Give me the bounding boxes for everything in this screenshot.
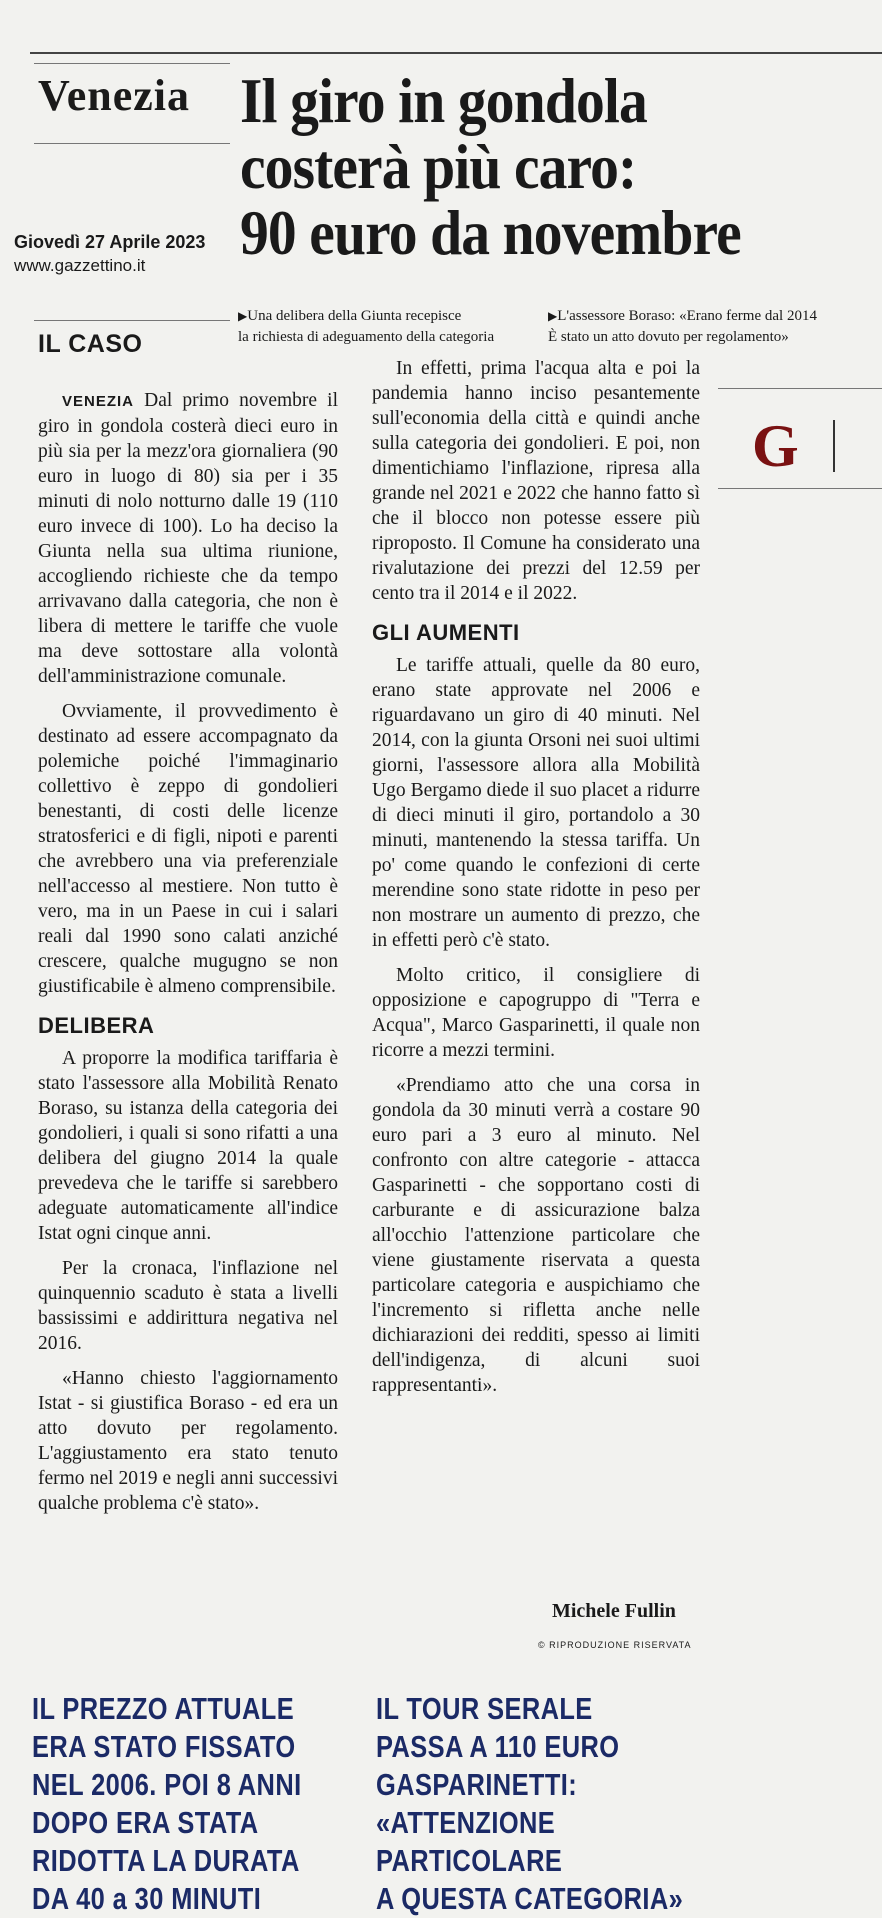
kicker-delibera: DELIBERA — [38, 1013, 155, 1038]
pull-left-line-4: DOPO ERA STATA — [32, 1805, 259, 1840]
pull-right-line-5: PARTICOLARE — [376, 1843, 563, 1878]
article-column-1 — [38, 388, 338, 1526]
logo-rule-bottom — [718, 488, 882, 489]
col2-paragraph-1: In effetti, prima l'acqua alta e poi la pandemia hanno inciso pesantemente sull'economia della città e quindi anche sulla categoria dei gondolieri. E poi, non dimentichiamo l'inflazione, ripresa alla grande nel 2021 e 2022 che hanno fatto sì che il blocco non potesse essere più riproposto. Il Comune ha considerato una rivalutazione dei prezzi del 12.59 per cento tra il 2014 e il 2022. — [372, 358, 700, 604]
headline — [240, 65, 798, 268]
article-lead: VENEZIA — [62, 393, 135, 410]
subhead-right-line-1: L'assessore Boraso: «Erano ferme dal 2014 — [557, 308, 817, 324]
subhead-left-line-1: Una delibera della Giunta recepisce — [247, 308, 462, 324]
col1-paragraph-5: «Hanno chiesto l'aggiornamento Istat - si giustifica Boraso - ed era un atto dovuto per regolamento. L'aggiustamento era stato tenuto fermo nel 2019 e negli anni successivi qualche problema c'è stato». — [38, 1368, 338, 1514]
col2-paragraph-2: Le tariffe attuali, quelle da 80 euro, erano state approvate nel 2006 e riguardavano un giro di 40 minuti. Nel 2014, con la giunta Orsoni nei suoi ultimi giorni, l'assessore allora alla Mobilità Ugo Bergamo diede il suo placet a ridurre di dieci minuti il giro, portandolo a 30 minuti, mantenendo la stessa tariffa. Un po' come quando le confezioni di certe merendine sono state ridotte in peso per non mostrare un aumento di prezzo, che in effetti però c'è stato. — [372, 655, 700, 951]
col1-paragraph-3: A proporre la modifica tariffaria è stato l'assessore alla Mobilità Renato Boraso, su istanza della categoria dei gondolieri, i quali si sono rifatti a una delibera del giugno 2014 la quale prevedeva che le tariffe si sarebbero adeguate automaticamente all'indice Istat ogni cinque anni. — [38, 1048, 338, 1244]
arrow-icon: ▶ — [548, 309, 558, 323]
pull-left-line-3: NEL 2006. POI 8 ANNI — [32, 1767, 302, 1802]
website-link[interactable]: www.gazzettino.it — [14, 256, 146, 275]
author-byline: Michele Fullin — [552, 1600, 676, 1622]
pull-left-line-6: DA 40 a 30 MINUTI — [32, 1881, 262, 1916]
pull-right-line-6: A QUESTA CATEGORIA» — [376, 1881, 684, 1916]
col1-paragraph-1: Dal primo novembre il giro in gondola costerà dieci euro in più sia per la mezz'ora giornaliera (90 euro in luogo di 80) sia per i 35 minuti di nolo notturno dalle 19 (110 euro invece di 100). Lo ha deciso la Giunta nella sua ultima riunione, accogliendo richieste che da tempo arrivavano dalla categoria, che non è libera di mettere le tariffe che vuole ma deve sottostare alla volontà dell'amministrazione comunale. — [38, 390, 338, 687]
col1-paragraph-4: Per la cronaca, l'inflazione nel quinquennio scaduto è stata a livelli bassissimi e addirittura negativa nel 2016. — [38, 1258, 338, 1354]
headline-line-1: Il giro in gondola — [240, 65, 647, 136]
headline-line-2: costerà più caro: — [240, 131, 637, 202]
logo-divider — [833, 420, 835, 472]
section-label: Venezia — [38, 71, 191, 120]
headline-line-3: 90 euro da novembre — [240, 197, 741, 268]
pull-right-line-4: «ATTENZIONE — [376, 1805, 556, 1840]
gazzettino-logo: G — [752, 413, 799, 479]
subhead-right-line-2: È stato un atto dovuto per regolamento» — [548, 329, 789, 345]
subhead-right — [548, 306, 868, 348]
subhead-left — [238, 306, 558, 348]
subhead-left-line-2: la richiesta di adeguamento della categoria — [238, 329, 495, 345]
col1-paragraph-2: Ovviamente, il provvedimento è destinato ad essere accompagnato da polemiche poiché l'immaginario collettivo è zeppo di gondolieri benestanti, di costi delle licenze stratosferici e di figli, nipoti e parenti che avrebbero una via preferenziale nell'accesso al mestiere. Non tutto è vero, ma in un Paese in cui i salari reali dal 1990 sono calati anziché crescere, qualche mugugno se non giustificabile è almeno comprensibile. — [38, 701, 338, 997]
col2-paragraph-3: Molto critico, il consigliere di opposizione e capogruppo di "Terra e Acqua", Marco Gasparinetti, il quale non ricorre a mezzi termini. — [372, 965, 700, 1061]
pull-right-line-1: IL TOUR SERALE — [376, 1691, 593, 1726]
kicker-aumenti: GLI AUMENTI — [372, 620, 520, 645]
arrow-icon: ▶ — [238, 309, 248, 323]
col2-paragraph-4: «Prendiamo atto che una corsa in gondola da 30 minuti verrà a costare 90 euro pari a 3 euro al minuto. Nel confronto con altre categorie - attacca Gasparinetti - che sopportano costi di carburante e di assicurazione balza all'occhio l'attenzione particolare che viene giustamente riservata a questa particolare categoria e auspichiamo che l'incremento si rifletta anche nelle dichiarazioni dei redditi, spesso ai limiti dell'indigenza, di alcuni suoi rappresentanti». — [372, 1075, 700, 1396]
pull-left-line-1: IL PREZZO ATTUALE — [32, 1691, 295, 1726]
pull-quote-left — [32, 1690, 302, 1918]
copyright-notice: © RIPRODUZIONE RISERVATA — [538, 1640, 692, 1650]
pull-right-line-2: PASSA A 110 EURO — [376, 1729, 620, 1764]
case-rule — [34, 320, 230, 321]
pull-quote-right — [376, 1690, 683, 1918]
logo-rule-top — [718, 388, 882, 389]
top-rule — [30, 52, 882, 54]
pull-right-line-3: GASPARINETTI: — [376, 1767, 578, 1802]
kicker-case: IL CASO — [38, 330, 143, 358]
pull-left-line-5: RIDOTTA LA DURATA — [32, 1843, 300, 1878]
pull-left-line-2: ERA STATO FISSATO — [32, 1729, 296, 1764]
section-rule-top — [34, 63, 230, 64]
publication-date: Giovedì 27 Aprile 2023 — [14, 232, 206, 252]
article-column-2 — [372, 356, 700, 1408]
section-rule-bottom — [34, 143, 230, 144]
